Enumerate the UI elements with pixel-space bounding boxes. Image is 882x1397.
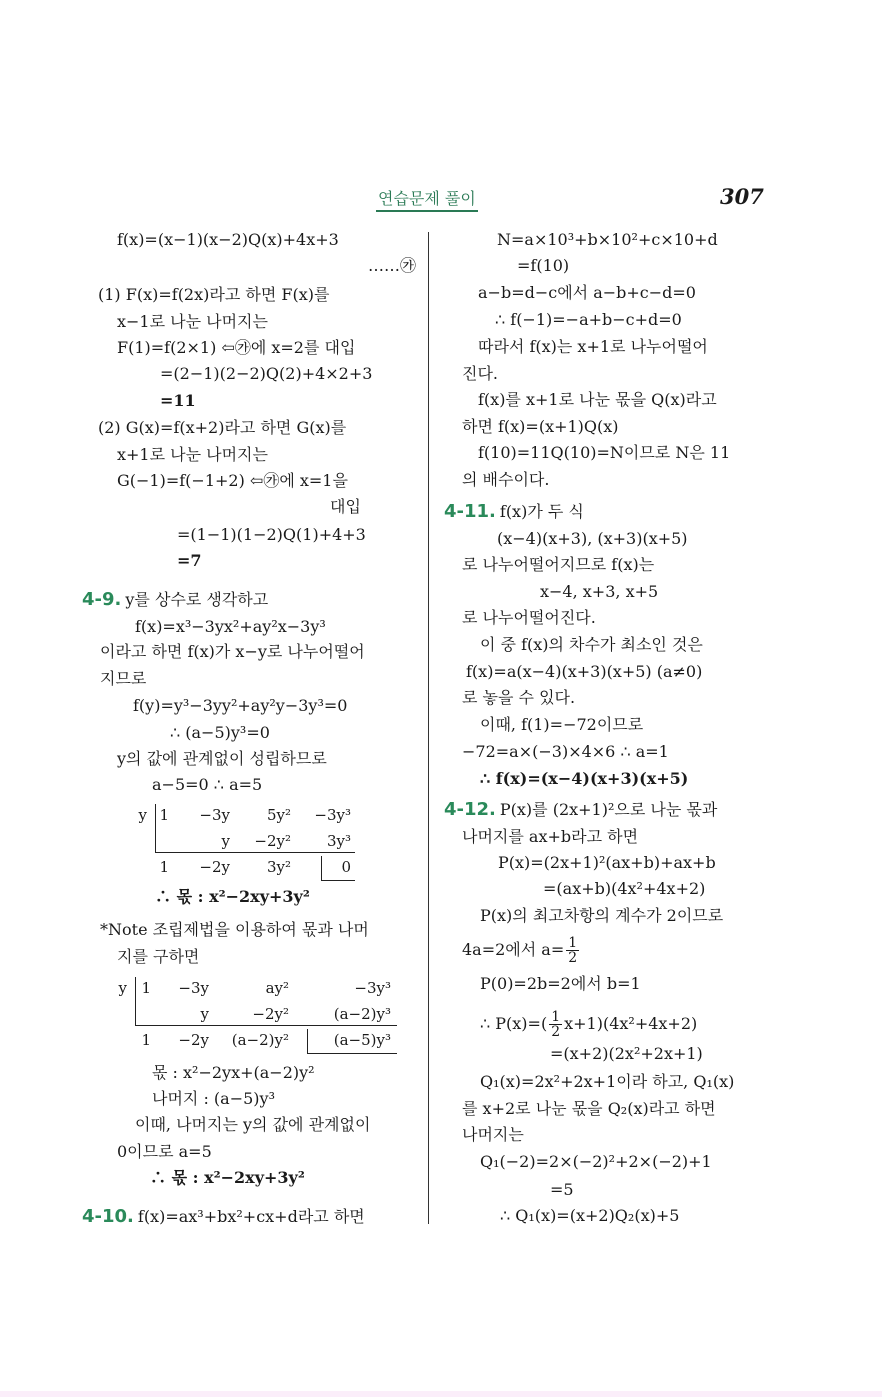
- divisor: y: [118, 979, 127, 997]
- line-text: 를 x+2로 나눈 몫을 Q₂(x)라고 하면: [462, 1099, 716, 1118]
- line-text: y의 값에 관계없이 성립하므로: [117, 749, 327, 768]
- solution-line: [100, 642, 365, 662]
- problem-number: 4-10.: [82, 1206, 134, 1227]
- line-text: =(ax+b)(4x²+4x+2): [543, 879, 706, 898]
- line-text: −72=a×(−3)×4×6 ∴ a=1: [462, 742, 669, 761]
- division-rule: [155, 804, 156, 852]
- solution-line: [462, 688, 575, 708]
- solution-line: [160, 364, 372, 384]
- line-text: 4a=2에서 a=: [462, 940, 565, 959]
- solution-line: [497, 230, 718, 250]
- solution-line: [462, 417, 619, 437]
- line-text: ∴ (a−5)y³=0: [170, 723, 270, 742]
- section-title: 연습문제 풀이: [376, 186, 478, 212]
- line-text: P(x)=(2x+1)²(ax+b)+ax+b: [498, 853, 716, 872]
- solution-line: [100, 920, 369, 940]
- solution-line: [117, 338, 355, 358]
- solution-line: [478, 390, 717, 410]
- solution-line: [152, 1089, 275, 1109]
- line-text: 나머지 : (a−5)y³: [152, 1089, 275, 1108]
- solution-line: [117, 947, 199, 967]
- line-text: (x−4)(x+3), (x+3)(x+5): [497, 529, 688, 548]
- line-text: 대입: [330, 497, 361, 516]
- division-rule: [155, 852, 355, 853]
- division-cell: −3y³: [314, 806, 351, 824]
- line-text: 0이므로 a=5: [117, 1142, 212, 1161]
- line-text: P(x)의 최고차항의 계수가 2이므로: [480, 906, 724, 925]
- line-text: P(0)=2b=2에서 b=1: [480, 974, 641, 993]
- solution-line: [133, 696, 347, 716]
- solution-line: [462, 1099, 716, 1119]
- line-text: f(x)=a(x−4)(x+3)(x+5) (a≠0): [466, 662, 703, 681]
- division-cell: 1: [159, 858, 169, 876]
- solution-line: [117, 445, 268, 465]
- solution-line: [462, 364, 498, 384]
- solution-line: [82, 590, 268, 610]
- solution-line: [478, 283, 696, 303]
- solution-line: [543, 879, 705, 899]
- line-text: =(x+2)(2x²+2x+1): [550, 1044, 703, 1063]
- solution-line: [495, 310, 682, 330]
- fraction: [549, 1010, 562, 1039]
- synthetic-division-1: [135, 804, 355, 884]
- solution-line: [177, 525, 366, 545]
- solution-line: [466, 662, 702, 682]
- solution-line: [330, 497, 361, 517]
- line-text: 이때, 나머지는 y의 값에 관계없이: [135, 1115, 371, 1134]
- division-rule: [307, 1029, 308, 1053]
- problem-number: 4-11.: [444, 501, 496, 522]
- solution-line: [462, 1125, 524, 1145]
- line-text: =f(10): [517, 256, 570, 275]
- line-text: ∴ P(x)=(: [480, 1014, 548, 1033]
- line-text: x+1)(4x²+4x+2): [564, 1014, 698, 1033]
- division-rule: [321, 856, 322, 880]
- page-number: 307: [720, 184, 764, 209]
- solution-line: [152, 775, 262, 795]
- division-cell: −2y²: [254, 832, 291, 850]
- line-text: f(x)=(x−1)(x−2)Q(x)+4x+3: [117, 230, 339, 249]
- line-text: x+1로 나눈 나머지는: [117, 445, 268, 464]
- line-text: f(y)=y³−3yy²+ay²y−3y³=0: [133, 696, 348, 715]
- division-cell: −2y: [178, 1031, 209, 1049]
- solution-line: [480, 769, 688, 789]
- solution-line: [462, 827, 638, 847]
- line-text: Q₁(x)=2x²+2x+1이라 하고, Q₁(x): [480, 1072, 735, 1091]
- division-cell: −3y³: [354, 979, 391, 997]
- line-text: (1) F(x)=f(2x)라고 하면 F(x)를: [98, 285, 330, 304]
- line-text: 지므로: [100, 669, 147, 688]
- division-cell: y: [200, 1005, 209, 1023]
- line-text: ∴ f(x)=(x−4)(x+3)(x+5): [480, 769, 689, 788]
- solution-line: [480, 1010, 697, 1039]
- line-text: =5: [550, 1180, 574, 1199]
- line-text: =7: [177, 551, 202, 570]
- line-text: 이때, f(1)=−72이므로: [480, 715, 644, 734]
- solution-line: [462, 936, 581, 965]
- solution-line: [498, 853, 716, 873]
- solution-line: [150, 1168, 305, 1188]
- division-cell: −3y: [199, 806, 230, 824]
- line-text: a−b=d−c에서 a−b+c−d=0: [478, 283, 696, 302]
- solution-line: [540, 582, 658, 602]
- line-text: 이 중 f(x)의 차수가 최소인 것은: [480, 635, 703, 654]
- solution-line: [117, 230, 339, 250]
- line-text: 지를 구하면: [117, 947, 200, 966]
- solution-line: [462, 470, 549, 490]
- solution-line: [462, 555, 654, 575]
- line-text: 로 놓을 수 있다.: [462, 688, 576, 707]
- line-text: a−5=0 ∴ a=5: [152, 775, 263, 794]
- line-text: G(−1)=f(−1+2) ⇦㉮에 x=1을: [117, 471, 348, 490]
- solution-line: [480, 906, 723, 926]
- solution-line: [100, 669, 146, 689]
- line-text: f(x)=x³−3yx²+ay²x−3y³: [135, 617, 326, 636]
- solution-line: [517, 256, 569, 276]
- line-text: 의 배수이다.: [462, 470, 550, 489]
- solution-line: [550, 1180, 574, 1200]
- line-text: (2) G(x)=f(x+2)라고 하면 G(x)를: [98, 418, 347, 437]
- line-text: f(x)=ax³+bx²+cx+d라고 하면: [137, 1207, 365, 1226]
- division-rule: [135, 1025, 397, 1026]
- division-cell: (a−2)y²: [231, 1031, 289, 1049]
- line-text: f(10)=11Q(10)=N이므로 N은 11: [478, 443, 731, 462]
- numerator: 1: [568, 935, 578, 951]
- line-text: Q₁(−2)=2×(−2)²+2×(−2)+1: [480, 1152, 712, 1171]
- division-cell: 3y²: [266, 858, 291, 876]
- line-text: 나머지를 ax+b라고 하면: [462, 827, 639, 846]
- solution-line: [550, 1044, 703, 1064]
- line-text: *Note 조립제법을 이용하여 몫과 나머: [100, 920, 369, 939]
- division-cell: (a−5)y³: [333, 1031, 391, 1049]
- solution-line: [135, 617, 326, 637]
- line-text: 로 나누어떨어지므로 f(x)는: [462, 555, 655, 574]
- column-divider: [428, 232, 429, 1224]
- line-text: 따라서 f(x)는 x+1로 나누어떨어: [478, 337, 708, 356]
- division-rule: [321, 880, 355, 881]
- solution-line: [462, 608, 596, 628]
- solution-line: [160, 391, 196, 411]
- line-text: f(x)를 x+1로 나눈 몫을 Q(x)라고: [478, 390, 717, 409]
- line-text: F(1)=f(2×1) ⇦㉮에 x=2를 대입: [117, 338, 356, 357]
- denominator: 2: [551, 1024, 561, 1040]
- line-text: y를 상수로 생각하고: [125, 590, 269, 609]
- division-cell: −3y: [178, 979, 209, 997]
- fraction: [566, 936, 579, 965]
- division-rule: [135, 977, 136, 1025]
- line-text: 진다.: [462, 364, 498, 383]
- solution-line: [462, 742, 669, 762]
- solution-line: [444, 502, 584, 522]
- solution-line: [117, 1142, 212, 1162]
- division-cell: 1: [159, 806, 169, 824]
- solution-line: [98, 418, 346, 438]
- division-cell: y: [221, 832, 230, 850]
- solution-line: [480, 974, 641, 994]
- solution-line: [480, 715, 643, 735]
- solution-line: [117, 312, 268, 332]
- solution-line: [98, 285, 329, 305]
- solution-line: [152, 1063, 315, 1083]
- divisor: y: [138, 806, 147, 824]
- division-cell: 1: [141, 979, 151, 997]
- line-text: x−1로 나눈 나머지는: [117, 312, 268, 331]
- line-text: 몫 : x²−2yx+(a−2)y²: [152, 1063, 315, 1082]
- solution-line: [117, 471, 348, 491]
- line-text: 이라고 하면 f(x)가 x−y로 나누어떨어: [100, 642, 365, 661]
- division-cell: (a−2)y³: [333, 1005, 391, 1023]
- solution-line: [82, 1207, 365, 1227]
- division-cell: ay²: [265, 979, 289, 997]
- line-text: N=a×10³+b×10²+c×10+d: [497, 230, 718, 249]
- solution-line: [170, 723, 270, 743]
- division-cell: 0: [341, 858, 351, 876]
- denominator: 2: [568, 950, 578, 966]
- division-cell: 3y³: [326, 832, 351, 850]
- line-text: ∴ 몫 : x²−2xy+3y²: [150, 1168, 305, 1187]
- solution-line: [117, 749, 327, 769]
- line-text: ∴ Q₁(x)=(x+2)Q₂(x)+5: [500, 1206, 680, 1225]
- solution-line: [444, 800, 717, 820]
- line-text: ∴ 몫 : x²−2xy+3y²: [155, 887, 310, 906]
- line-text: P(x)를 (2x+1)²으로 나눈 몫과: [499, 800, 718, 819]
- solution-line: [478, 443, 730, 463]
- solution-line: [478, 337, 708, 357]
- solution-line: [497, 529, 688, 549]
- solution-line: [480, 1072, 734, 1092]
- solution-line: [500, 1206, 679, 1226]
- solution-line: [480, 1152, 712, 1172]
- division-rule: [307, 1053, 397, 1054]
- line-text: 로 나누어떨어진다.: [462, 608, 596, 627]
- solution-line: [368, 256, 416, 276]
- line-text: 하면 f(x)=(x+1)Q(x): [462, 417, 619, 436]
- solution-line: [155, 887, 310, 907]
- line-text: =(2−1)(2−2)Q(2)+4×2+3: [160, 364, 373, 383]
- solution-line: [480, 635, 703, 655]
- solution-line: [177, 551, 202, 571]
- division-cell: −2y: [199, 858, 230, 876]
- problem-number: 4-12.: [444, 799, 496, 820]
- solution-line: [135, 1115, 370, 1135]
- line-text: =(1−1)(1−2)Q(1)+4+3: [177, 525, 366, 544]
- line-text: =11: [160, 391, 196, 410]
- division-cell: 5y²: [266, 806, 291, 824]
- division-cell: −2y²: [252, 1005, 289, 1023]
- problem-number: 4-9.: [82, 589, 122, 610]
- synthetic-division-2: [115, 977, 397, 1057]
- division-cell: 1: [141, 1031, 151, 1049]
- line-text: ∴ f(−1)=−a+b−c+d=0: [495, 310, 682, 329]
- line-text: 나머지는: [462, 1125, 524, 1144]
- line-text: ……㉮: [368, 256, 417, 275]
- line-text: x−4, x+3, x+5: [540, 582, 659, 601]
- line-text: f(x)가 두 식: [499, 502, 584, 521]
- numerator: 1: [551, 1009, 561, 1025]
